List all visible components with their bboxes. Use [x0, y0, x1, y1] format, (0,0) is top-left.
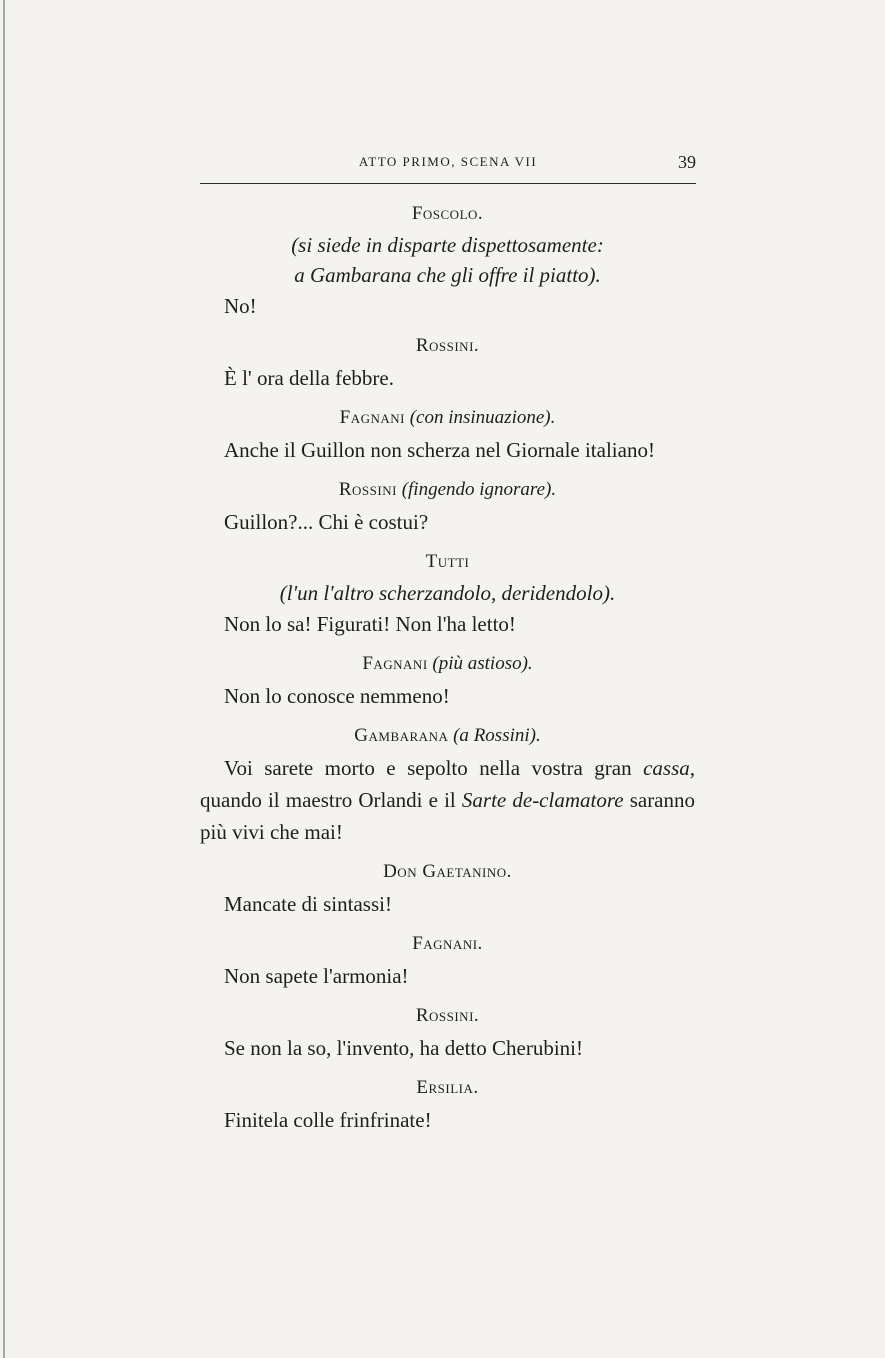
- speaker-name: Tutti: [425, 551, 470, 572]
- stage-direction: (più astioso).: [432, 653, 533, 674]
- speaker-name: Fagnani: [362, 653, 428, 674]
- speaker-heading: [200, 928, 695, 960]
- page-number: 39: [678, 152, 696, 172]
- stage-direction: (fingendo ignorare).: [401, 479, 557, 500]
- dialogue-text: saranno più vivi che mai!: [200, 788, 696, 844]
- speaker-heading: [200, 198, 695, 230]
- stage-direction: (con insinuazione).: [409, 407, 556, 428]
- speaker-heading: [200, 1000, 695, 1032]
- dialogue-line: Finitela colle frinfrinate!: [224, 1108, 432, 1132]
- dialogue-text: , quando il maestro Orlandi e il: [200, 756, 695, 812]
- dialogue-line: Se non la so, l'invento, ha detto Cherubini!: [224, 1036, 583, 1060]
- dialogue-line: Anche il Guillon non scherza nel Giornale italiano!: [224, 438, 655, 462]
- dialogue-text: Voi sarete morto e sepolto nella vostra gran: [224, 756, 644, 780]
- stage-direction: a Gambarana che gli offre il piatto).: [294, 263, 601, 287]
- speaker-name: Fagnani.: [412, 933, 483, 954]
- direction-open: (a: [453, 725, 474, 746]
- speaker-heading: [200, 402, 695, 434]
- running-head: [200, 154, 696, 176]
- speaker-name: Rossini: [338, 479, 397, 500]
- speaker-heading: [200, 648, 695, 680]
- dialogue-line: [200, 752, 695, 848]
- speaker-heading: [200, 720, 695, 752]
- speaker-name: Fagnani: [339, 407, 405, 428]
- header-rule: [200, 183, 696, 184]
- speaker-heading: [200, 474, 695, 506]
- dialogue-line: No!: [224, 294, 257, 318]
- speaker-name: Rossini.: [415, 1005, 480, 1026]
- dialogue-line: Non sapete l'armonia!: [224, 964, 409, 988]
- dialogue-line: Non lo sa! Figurati! Non l'ha letto!: [224, 612, 516, 636]
- dialogue-line: Non lo conosce nemmeno!: [224, 684, 450, 708]
- speaker-heading: [200, 546, 695, 578]
- dialogue-line: Mancate di sintassi!: [224, 892, 392, 916]
- dialogue-line: Guillon?... Chi è costui?: [224, 510, 429, 534]
- stage-direction: (l'un l'altro scherzandolo, deridendolo).: [279, 581, 616, 605]
- speaker-name: Ersilia.: [416, 1077, 479, 1098]
- dialogue-line: È l' ora della febbre.: [224, 366, 394, 390]
- page-edge: [3, 0, 5, 1358]
- speaker-heading: [200, 330, 695, 362]
- direction-close: ).: [529, 725, 541, 746]
- speaker-name: Gambarana: [354, 725, 449, 746]
- speaker-heading: [200, 1072, 695, 1104]
- speaker-heading: [200, 856, 695, 888]
- stage-direction: (si siede in disparte dispettosamente:: [291, 233, 604, 257]
- speaker-name: Don Gaetanino.: [383, 861, 512, 882]
- speaker-name: Foscolo.: [411, 203, 484, 224]
- page-body: [200, 198, 695, 1136]
- running-title: ATTO PRIMO, SCENA VII: [358, 154, 538, 169]
- italic-title: cassa: [643, 756, 690, 780]
- italic-title: Sarte de-clamatore: [461, 788, 624, 812]
- stage-direction: [453, 725, 541, 746]
- direction-person: Rossini: [473, 725, 530, 746]
- speaker-name: Rossini.: [415, 335, 480, 356]
